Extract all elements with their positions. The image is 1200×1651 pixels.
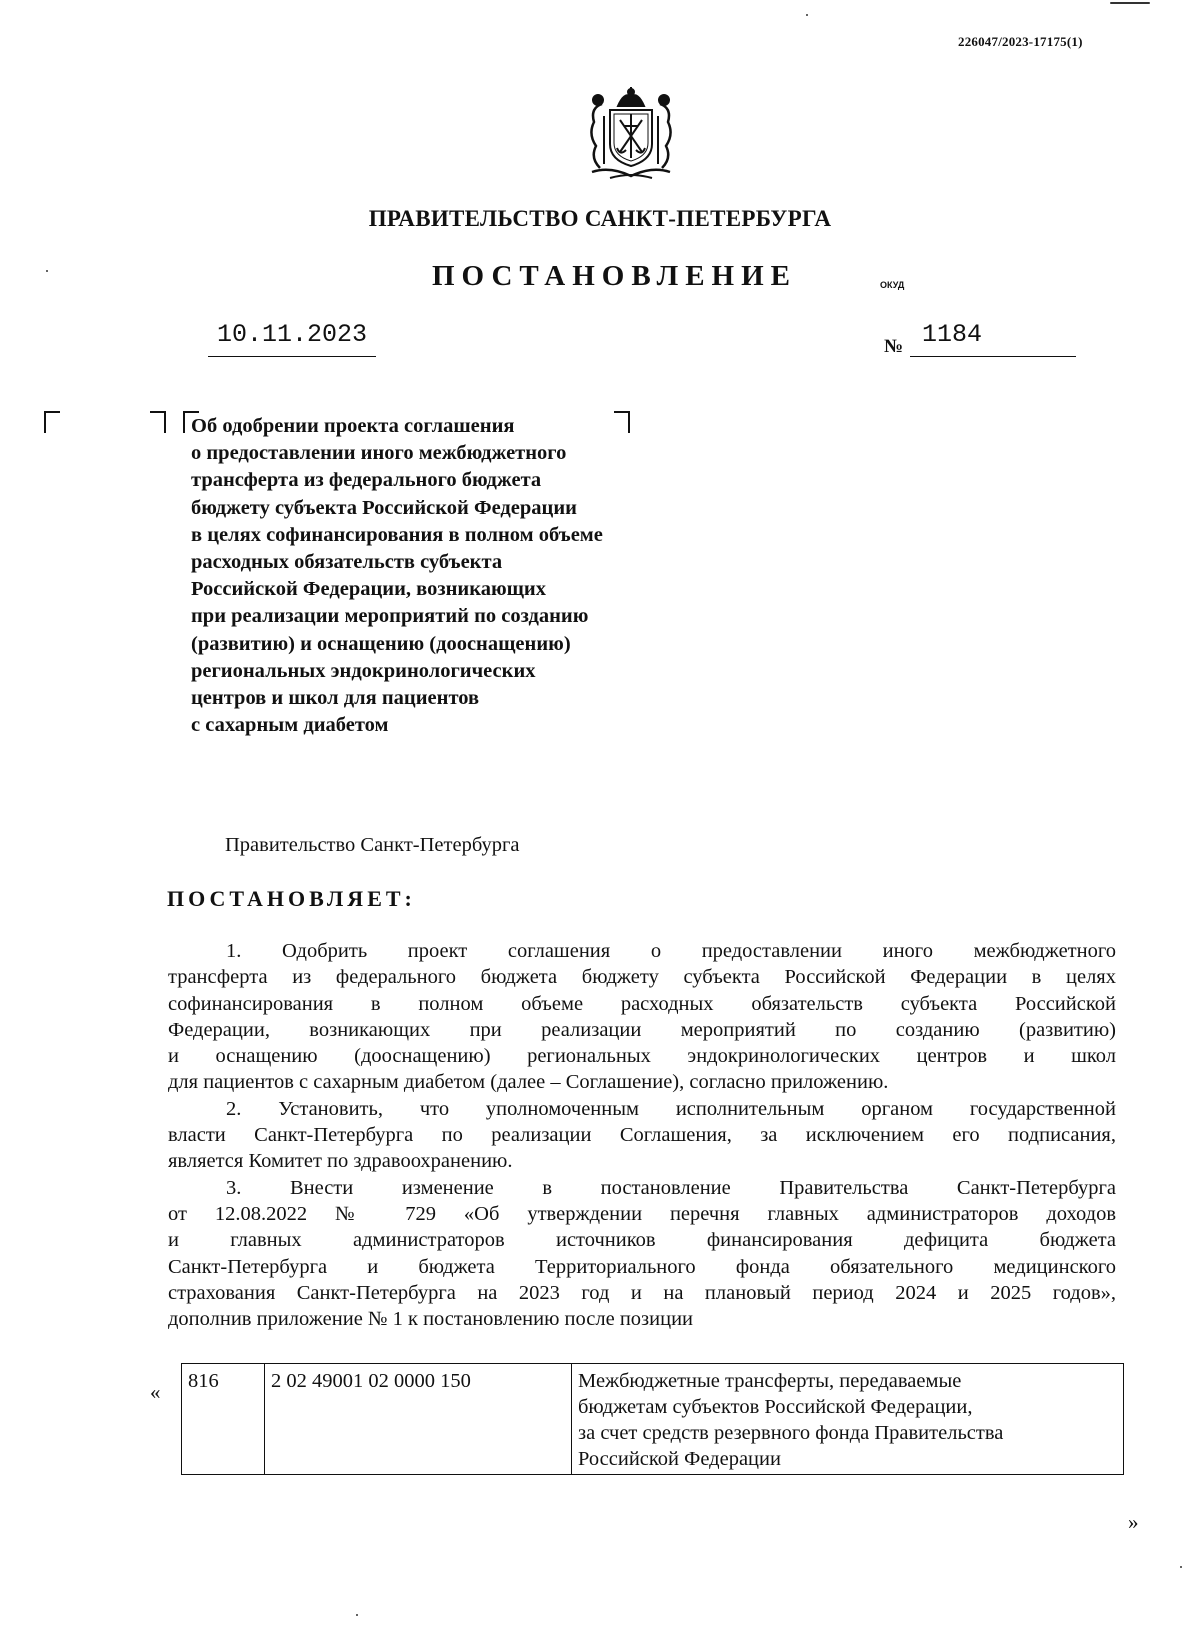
opening-quote: «: [150, 1380, 161, 1404]
document-number-value: 1184: [910, 320, 1076, 357]
paragraph-line: Санкт-Петербурга и бюджета Территориального фонда обязательного медицинского: [168, 1255, 1116, 1278]
saint-petersburg-coat-of-arms-icon: [580, 86, 682, 182]
paragraph-line: власти Санкт-Петербурга по реализации Соглашения, за исключением его подписания,: [168, 1124, 1116, 1147]
paragraph-line: является Комитет по здравоохранению.: [168, 1150, 513, 1173]
paragraph-line: 3. Внести изменение в постановление Правительства Санкт-Петербурга: [226, 1176, 1116, 1199]
title-line: бюджету субъекта Российской Федерации: [191, 496, 577, 519]
paragraph-line: трансферта из федерального бюджета бюджету субъекта Российской Федерации в целях: [168, 966, 1116, 989]
title-line: расходных обязательств субъекта: [191, 551, 503, 574]
title-line: с сахарным диабетом: [191, 714, 389, 737]
scan-speck: [1180, 1566, 1182, 1568]
paragraph-line: страхования Санкт-Петербурга на 2023 год и на плановый период 2024 и 2025 годов»,: [168, 1281, 1116, 1304]
paragraph-line: Федерации, возникающих при реализации мероприятий по созданию (развитию): [168, 1018, 1116, 1041]
paragraph-line: и главных администраторов источников финансирования дефицита бюджета: [168, 1229, 1116, 1252]
margin-corner-mark: [44, 411, 60, 433]
closing-quote: »: [1128, 1510, 1139, 1534]
document-number: 226047/2023-17175(1): [958, 34, 1083, 49]
scan-speck: [806, 14, 808, 16]
paragraph-line: дополнив приложение № 1 к постановлению после позиции: [168, 1308, 694, 1331]
title-line: о предоставлении иного межбюджетного: [191, 442, 567, 465]
budget-code-table: [181, 1363, 1124, 1475]
paragraph-line: для пациентов с сахарным диабетом (далее – Соглашение), согласно приложению.: [168, 1071, 889, 1094]
scan-speck: [356, 1614, 358, 1616]
title-line: региональных эндокринологических: [191, 659, 536, 682]
title-line: трансферта из федерального бюджета: [191, 469, 542, 492]
description-cell: [572, 1364, 1124, 1475]
title-corner-mark: [150, 411, 166, 433]
description-line: за счет средств резервного фонда Правительства: [578, 1422, 1004, 1444]
title-line: при реализации мероприятий по созданию: [191, 605, 589, 628]
description-line: бюджетам субъектов Российской Федерации,: [578, 1396, 973, 1418]
document-date: 10.11.2023: [208, 320, 376, 357]
budget-code-cell: 2 02 49001 02 0000 150: [265, 1364, 572, 1475]
paragraph-line: софинансирования в полном объеме расходных обязательств субъекта Российской: [168, 992, 1116, 1015]
number-sign: №: [884, 336, 904, 357]
title-line: Об одобрении проекта соглашения: [191, 415, 515, 437]
document-title: [191, 413, 711, 739]
okud-label: ОКУД: [880, 280, 905, 290]
government-heading: ПРАВИТЕЛЬСТВО САНКТ-ПЕТЕРБУРГА: [368, 206, 832, 231]
issuing-body: Правительство Санкт-Петербурга: [225, 834, 520, 856]
description-line: Российской Федерации: [578, 1448, 781, 1470]
scan-speck: [46, 270, 48, 272]
paragraph-line: 2. Установить, что уполномоченным исполнительным органом государственной: [226, 1097, 1116, 1120]
paragraph-line: и оснащению (дооснащению) региональных эндокринологических центров и школ: [168, 1045, 1116, 1068]
paragraph-line: 1. Одобрить проект соглашения о предоставлении иного межбюджетного: [226, 940, 1116, 962]
title-line: (развитию) и оснащению (дооснащению): [191, 632, 571, 655]
title-line: центров и школ для пациентов: [191, 687, 480, 710]
paragraph-line: от 12.08.2022 № 729 «Об утверждении перечня главных администраторов доходов: [168, 1202, 1116, 1225]
description-line: Межбюджетные трансферты, передаваемые: [578, 1370, 962, 1392]
resolution-body: [168, 938, 1116, 1332]
admin-code-cell: 816: [182, 1364, 265, 1475]
table-row: [182, 1364, 1124, 1475]
title-line: в целях софинансирования в полном объеме: [191, 523, 603, 546]
document-type: ПОСТАНОВЛЕНИЕ: [432, 260, 798, 292]
title-line: Российской Федерации, возникающих: [191, 578, 546, 601]
scan-speck: [1110, 2, 1150, 4]
resolves-heading: ПОСТАНОВЛЯЕТ:: [167, 886, 416, 911]
